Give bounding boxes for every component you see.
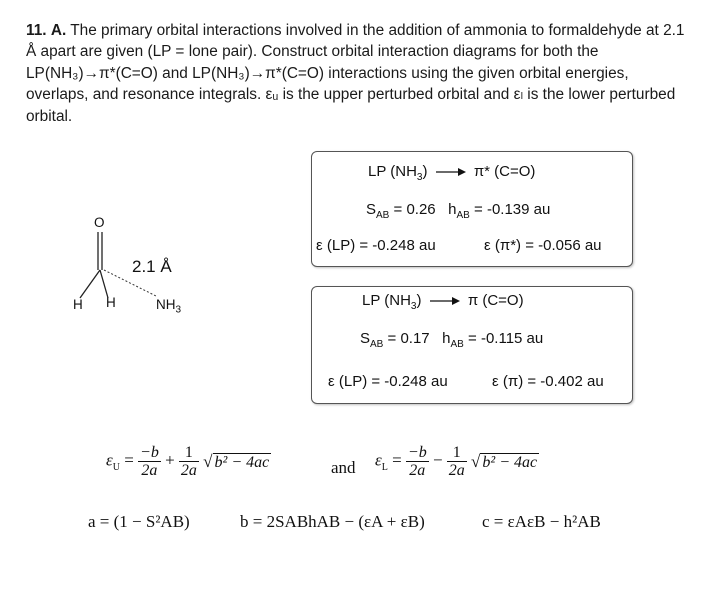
fraction-minus-b-2a: $\frac{-b}{2a}$	[140, 444, 159, 479]
box1-interaction-title: LP $(NH_3)$ π* (C=O)	[368, 163, 536, 183]
arrow-right-icon	[430, 296, 460, 306]
box1-overlap-resonance: $S_{AB} = 0.26$ $h_{AB} = -0.139$ au	[366, 201, 551, 221]
fraction-1-2a: $\frac{1}{2a}$	[180, 444, 197, 479]
eps-l-equation: $\varepsilon_L$ = $\frac{-b}{2a}$ − $\frac{1}{2a}$ √ b² − 4ac	[375, 444, 538, 479]
box2-eps-lp: ε (LP) = -0.248 au	[328, 373, 448, 390]
and-connector: and	[331, 458, 356, 477]
problem-text: The primary orbital interactions involved in the addition of ammonia to formaldehyde at 2.1 Å apart are given (LP = lone pair). Construct orbital interaction diagrams for both the LP(NH₃)→π*(C=O) and LP(NH₃)→π*(C=O) interactions using the given orbital energies, overlaps, and resonance integrals. εᵤ is the upper perturbed orbital and εₗ is the lower perturbed orbital.	[26, 22, 685, 125]
hydrogen-label-1: H	[73, 297, 83, 312]
box2-overlap-resonance: $S_{AB} = 0.17$ $h_{AB} = -0.115$ au	[360, 330, 544, 350]
oxygen-label: O	[94, 215, 105, 230]
eps-u-equation: $\varepsilon_U$ = $\frac{-b}{2a}$ + $\frac{1}{2a}$ √ b² − 4ac	[106, 444, 270, 479]
box2-interaction-title: LP $(NH_3)$ π (C=O)	[362, 292, 524, 312]
sqrt-discriminant: √ b² − 4ac	[471, 451, 538, 471]
bond-distance-label: 2.1 Å	[132, 257, 172, 276]
interaction-box-pi	[311, 286, 633, 404]
arrow-right-icon	[436, 167, 466, 177]
hydrogen-label-2: H	[106, 295, 116, 310]
fraction-1-2a: $\frac{1}{2a}$	[448, 444, 465, 479]
box1-eps-acceptor: ε (π*) = -0.056 au	[484, 237, 602, 254]
interaction-box-pi-star	[311, 151, 633, 267]
box1-eps-lp: ε (LP) = -0.248 au	[316, 237, 436, 254]
ch-bond-1	[80, 270, 100, 298]
sqrt-discriminant: √ b² − 4ac	[203, 451, 270, 471]
b-definition: b = 2SABhAB − (εA + εB)	[240, 512, 425, 531]
box2-eps-acceptor: ε (π) = -0.402 au	[492, 373, 604, 390]
problem-statement	[26, 20, 686, 127]
a-definition: a = (1 − S²AB)	[88, 512, 190, 531]
c-definition: c = εAεB − h²AB	[482, 512, 601, 531]
ch-bond-2	[100, 270, 108, 298]
problem-part: A.	[50, 22, 67, 39]
nh3-label: $NH_3$	[156, 297, 182, 316]
problem-number: 11.	[26, 22, 47, 39]
fraction-minus-b-2a: $\frac{-b}{2a}$	[407, 444, 427, 479]
